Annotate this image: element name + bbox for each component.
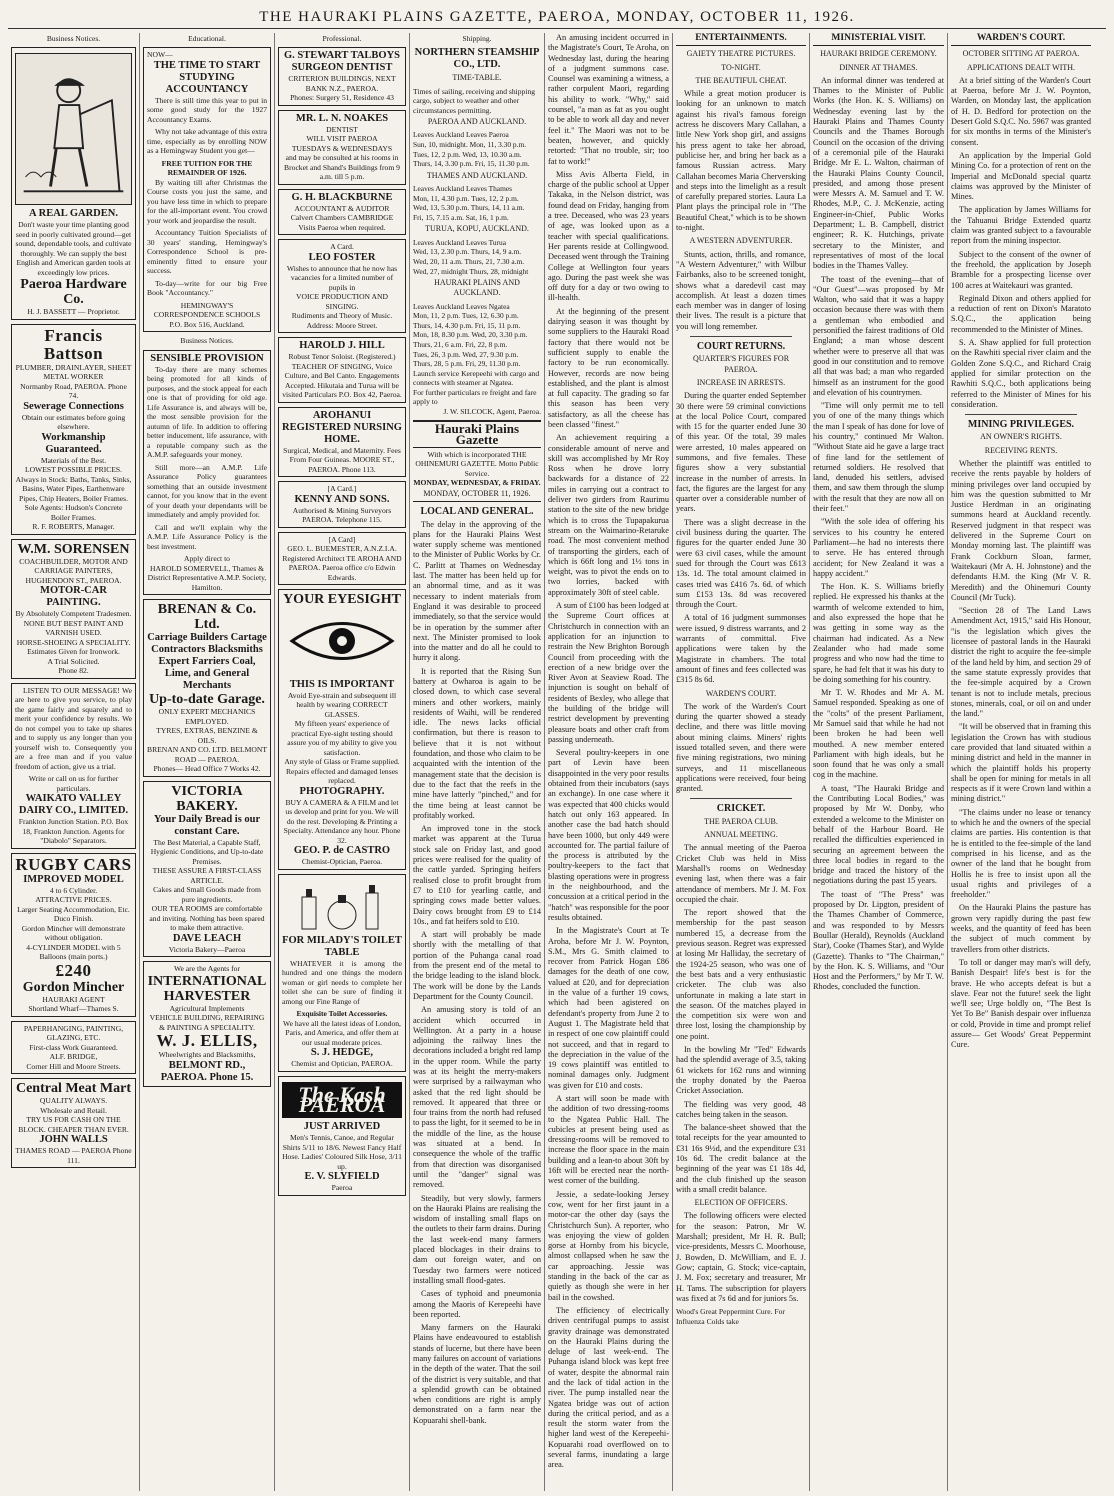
attractive-prices: ATTRACTIVE PRICES. bbox=[35, 895, 112, 905]
owners-rights: AN OWNER'S RIGHTS. bbox=[980, 432, 1062, 442]
hardware-prop: H. J. BASSETT — Proprietor. bbox=[27, 307, 120, 317]
article-paragraph: "The claims under no lease or tenancy to which he and the owners of the special claims are parties. His contention is that he is entitled to the fee-simple of the land comprised in his license, and as the owner of the land that he bought from Hollis he is free to insist upon all the usual rights and privileges of a freeholder." bbox=[951, 807, 1091, 900]
western: A WESTERN ADVENTURER. bbox=[689, 236, 793, 246]
photography: PHOTOGRAPHY. bbox=[299, 785, 385, 797]
sorensen-ad bbox=[11, 539, 136, 679]
launch-service: Launch service Kerepeehi with cargo and connects with steamer at Ngatea. bbox=[413, 368, 540, 388]
leach-name: DAVE LEACH bbox=[172, 932, 242, 944]
ta-head: THAMES AND AUCKLAND. bbox=[426, 170, 528, 180]
article-paragraph: "Section 28 of The Land Laws Amendment Act, 1915," said His Honour, "is the legislation which gives the licensee of pastoral lands in the Hauraki district the right to acquire the fee-simple of the land held by him, and section 29 of the same statute expressly provides that the fee-simple acquired by a Crown tenant is not to include metals, precious stones, minerals, coal, or oil on and under the land." bbox=[951, 606, 1091, 719]
teacher: TEACHER OF SINGING, Voice Culture, and Bel Canto. Engagements Accepted. Hikutaia and Turua will be visited Particulars P.O. Box 42, Paeroa. bbox=[282, 361, 402, 400]
article-paragraph: At the beginning of the present dairying season it was thought by some suppliers to the Hauraki Road factory that there would not be sufficient supply to enable the factory to be run economically. However, records are now being established, and the plant is almost at full capacity. The grading so far this season has been very satisfactory, as all the cheese has been classed "finest." bbox=[548, 306, 669, 429]
arohanui-text: Surgical, Medical, and Maternity. Fees From Four Guineas. MOORE ST., PAEROA. Phone 113. bbox=[283, 445, 401, 474]
article-paragraph: An application by the Imperial Gold Mining Co. for a protection of rent on the Imperial and McDonald special quartz claims was approved by the Minister of Mines. bbox=[951, 150, 1091, 202]
article-paragraph: The toast of the evening—that of "Our Guest"—was proposed by Mr Walton, who said that it was a happy occasion because there was with them a gentleman who embodied and personified the fairest traditions of Old England; a man whose descent whether were to preserve all that was good in our constitution and to remove all that was bad; a man who regarded himself as an instrument for the good and elevation of his countrymen. bbox=[813, 274, 944, 397]
battson-address: Normanby Road, PAEROA. Phone 74. bbox=[20, 381, 127, 401]
harvester: INTERNATIONAL HARVESTER bbox=[147, 973, 267, 1004]
hedge-name: S. J. HEDGE, bbox=[310, 1047, 374, 1059]
timetable-row: Thurs, 28, 5 p.m. Fri, 29, 11.30 p.m. bbox=[413, 359, 521, 369]
column-educational bbox=[140, 33, 275, 1491]
brenan-ad bbox=[143, 599, 271, 777]
article-paragraph: A start will soon be made with the addition of two dressing-rooms to the Ngatea Public Hall. The cubicles at present being used as dressing-rooms will be removed to increase the floor space in the main building and a lean-to about 30ft by 16ft will be erected near the north-west corner of the building. bbox=[548, 1093, 669, 1186]
battson-ad bbox=[11, 324, 136, 535]
hemingway-ad bbox=[143, 47, 271, 332]
column-shipping-local bbox=[410, 33, 545, 1491]
article-paragraph: The toast of "The Press" was proposed by Dr. Lipgton, president of the Thames Chamber of Commerce, and was responded to by Messrs Boullar (Herald), Reynolds (Auckland Star), Cooke (Thames Star), and Wylde (Gazette). Thanks to "The Chairman," by the Hon. K. S. Williams, and "Our Host and the Performers," by Mr T. W. Rhodes, concluded the function. bbox=[813, 889, 944, 992]
tea-rooms: OUR TEA ROOMS are comfortable and inviting. Nothing has been spared to make them attractive. bbox=[149, 904, 265, 933]
bakery-ad bbox=[143, 781, 271, 958]
best-material: The Best Material, a Capable Staff, Hygienic Conditions, and Up-to-date Premises. bbox=[150, 837, 264, 866]
dinner: DINNER AT THAMES. bbox=[839, 62, 918, 72]
timetable-row: Leaves Auckland Leaves Turua bbox=[413, 237, 506, 247]
hp-head: HAURAKI PLAINS AND AUCKLAND. bbox=[434, 278, 520, 298]
trial: A Trial Solicited. bbox=[47, 656, 100, 666]
sailing: Times of sailing, receiving and shipping cargo, subject to weather and other circumstances permitting. bbox=[413, 86, 536, 115]
consulted: and may be consulted at his rooms in Brocket and Shand's Buildings from 9 a.m. till 5 p.m. bbox=[284, 153, 400, 182]
arohanui-name: AROHANUI REGISTERED NURSING HOME. bbox=[282, 409, 402, 445]
frankton: Frankton Junction Station. P.O. Box 18, Frankton Junction. Agents for "Diabolo" Separators. bbox=[18, 817, 129, 846]
column-ministerial bbox=[810, 33, 948, 1491]
rugby-cars: RUGBY CARS bbox=[15, 854, 132, 874]
silcock: J. W. SILCOCK, Agent, Paeroa. bbox=[443, 406, 541, 416]
pa-head: PAEROA AND AUCKLAND. bbox=[427, 117, 527, 127]
brenan-name: BRENAN & Co. Ltd. bbox=[157, 602, 257, 633]
issue-date: MONDAY, OCTOBER 11, 1926. bbox=[413, 488, 541, 502]
column-professional bbox=[275, 33, 410, 1491]
whatever: WHATEVER it is among the hundred and one things the modern woman or girl needs to complete her toilet she can be sure of finding it among our Fine Range of bbox=[282, 958, 402, 1006]
apply: Apply direct to bbox=[184, 554, 230, 564]
talboys-card bbox=[278, 47, 406, 106]
column-wardens-court bbox=[948, 33, 1094, 1491]
article-paragraph: In the bowling Mr "Ted" Edwards had the splendid average of 3.5, taking 61 wickets for 162 runs and winning the trophy donated by the Paeroa Cricket Association. bbox=[676, 1045, 806, 1096]
tenor: Robust Tenor Soloist. (Registered.) bbox=[288, 352, 396, 362]
column-business-notices bbox=[8, 33, 140, 1491]
timetable-row: Sun, 10, midnight. Mon, 11, 3.30 p.m. bbox=[413, 139, 527, 149]
meat-mart: Central Meat Mart bbox=[15, 1081, 132, 1097]
school-name: HEMINGWAY'S CORRESPONDENCE SCHOOLS P.O. Box 516, Auckland. bbox=[153, 300, 261, 329]
daily-bread: Your Daily Bread is our constant Care. bbox=[153, 813, 261, 837]
article-paragraph: The application by James Williams for the Tahuanui Bridge Extended quartz claim was granted subject to a favourable report from the mining inspector. bbox=[951, 205, 1091, 246]
section-label: Educational. bbox=[188, 34, 226, 43]
cheat: THE BEAUTIFUL CHEAT. bbox=[695, 75, 787, 85]
gazette-title: Hauraki Plains Gazette bbox=[413, 420, 541, 448]
bridge-ad bbox=[11, 1021, 136, 1075]
wardens-heading: WARDEN'S COURT. bbox=[951, 33, 1091, 46]
timetable: TIME-TABLE. bbox=[452, 73, 502, 83]
mining-heading: MINING PRIVILEGES. bbox=[967, 419, 1075, 431]
waikato-ad bbox=[11, 683, 136, 849]
firstclass: First-class Work Guaranteed. bbox=[29, 1042, 118, 1052]
timetable-row: Mon, 11, 2 p.m. Tues, 12, 6.30 p.m. bbox=[413, 311, 519, 321]
talboys-name: G. STEWART TALBOYS SURGEON DENTIST bbox=[283, 50, 401, 74]
article-paragraph: A total of 16 judgment summonses were issued, 9 distress warrants, and 2 warrants of committal. Five applications were taken by the Magistrate in chambers. The total amount of fines and fees collected was £315 8s 6d. bbox=[676, 613, 806, 685]
increase: INCREASE IN ARRESTS. bbox=[696, 377, 786, 387]
sewerage-text: Obtain our estimates before going elsewhere. bbox=[21, 412, 126, 432]
stock-list: Always in Stock: Baths, Tanks, Sinks, Basins, Water Pipes, Earthenware Pipes, Chip Heaters, Boiler Frames. bbox=[15, 474, 132, 503]
eye-icon bbox=[287, 610, 397, 672]
hedge-ad bbox=[278, 874, 406, 1072]
phone: Phone 82. bbox=[58, 666, 89, 676]
buemester-card-label: [A Card] bbox=[328, 534, 356, 544]
walls-name: JOHN WALLS bbox=[39, 1134, 108, 1146]
battson-name: Francis Battson bbox=[43, 325, 104, 363]
divider bbox=[690, 336, 792, 337]
article-paragraph: There was a slight decrease in the civil business during the quarter. The figures for the quarter ended June 30 were 63 civil cases, while the amount sued for through the Court was £613 13s. 1d. The total amount claimed in cases tried was £416 7s. 6d. of which sum £153 13s. 8d was recovered through the Court. bbox=[676, 517, 806, 610]
meat-ad bbox=[11, 1078, 136, 1168]
card-label: A Card. bbox=[330, 242, 354, 252]
exquisite: Exquisite Toilet Accessories. bbox=[296, 1009, 388, 1019]
article-paragraph: Whether the plaintiff was entitled to receive the rents payable by holders of mining privileges over land occupied by him was the question submitted to Mr Justice Herdman in an originating summons heard at Auckland recently. Reserved judgment in that respect was delivered in the Supreme Court on Monday morning last. The plaintiff was Frank Cockburn Sloan, farmer, Waitekauri (Mr A. H. Johnstone) and the defendants H.M. the King (Mr V. R. Meredith) and the Ohinemuri County Council (Mr Tuck). bbox=[951, 458, 1091, 602]
improved-model: IMPROVED MODEL bbox=[23, 873, 124, 885]
article-paragraph: During the quarter ended September 30 there were 59 criminal convictions at the local Police Court, compared with 15 for the quarter ended June 30 of this year. Of the total, 39 males were arrested, 10 males appeared on summons, and five females. These figures show a very substantial increase in the number of arrests. In fact, the figures are the largest for any quarter over a considerable number of years. bbox=[676, 391, 806, 514]
arohanui-card bbox=[278, 407, 406, 478]
article-paragraph: "Time will only permit me to tell you of one of the many things which the man I speak of has done for love of his country," continued Mr Walton. "Without State aid he gave a large tract of fine land for the settlement of returned soldiers. He resolved that land, denuded his settlers, advised them, and saw them through the slump with the result that they are now all on their feet." bbox=[813, 401, 944, 514]
mincher-demo: Gordon Mincher will demonstrate without obligation. bbox=[21, 923, 126, 943]
article-paragraph: Several poultry-keepers in one part of Levin have been disappointed in the very poor results obtained from their incubators (says an exchange). In one case where it was expected that 400 chicks would hatch out only 163 appeared. In another case the bad hatch should have been 1000, but only 449 were accounted for. The partial failure of the process is attributed by the poultry-keepers to the fact that blasting operations were in progress in the neighbourhood, and the concussion at a critical period in the "hatch" was responsible for the poor results obtained. bbox=[548, 748, 669, 922]
kenny-card-label: [A Card.] bbox=[327, 484, 357, 494]
kenny-card bbox=[278, 481, 406, 528]
mens-shirts: Men's Tennis, Canoe, and Regular Shirts 5/11 to 18/6. Newest Fancy Half Hose. Ladies' Coloured Silk Hose, 3/11 up. bbox=[282, 1133, 402, 1171]
timetable-row: Thurs, 21, 6 a.m. Fri, 22, 8 p.m. bbox=[413, 340, 508, 350]
further-particulars: For further particulars re freight and fare apply to bbox=[413, 387, 537, 407]
local-general-heading: LOCAL AND GENERAL. bbox=[420, 506, 534, 518]
visit: WILL VISIT PAEROA bbox=[306, 134, 378, 144]
hill-card bbox=[278, 337, 406, 403]
ellis-ad bbox=[143, 961, 271, 1087]
columns bbox=[8, 33, 1106, 1491]
ta-table bbox=[413, 184, 541, 222]
court-heading: COURT RETURNS. bbox=[696, 341, 786, 353]
important: THIS IS IMPORTANT bbox=[289, 678, 395, 690]
sensible-provision: SENSIBLE PROVISION bbox=[150, 352, 264, 364]
bakery-name: VICTORIA BAKERY. bbox=[171, 783, 243, 814]
article-paragraph: The following officers were elected for the season: Patron, Mr W. Marshall; president, Mr H. R. Bull; vice-presidents, Messrs C. Moorhouse, J. Bowden, D. McWilliam, and E. J. Gow; captain, G. Stock; vice-captain, J. M. Fox; secretary and treasurer, Mr H. Tams. The subscription for players was fixed at 7s 6d and for juniors 5s. bbox=[676, 1211, 806, 1303]
article-paragraph: Jessie, a sedate-looking Jersey cow, went for her first jaunt in a motor-car the other day (says the Christchurch Sun). A reporter, who was enjoying the view of golden gorse at Hornby from his bicycle, almost collapsed when he saw the car approaching. Jessie was standing in the back of the car as quietly as though she were in her bail in the cowshed. bbox=[548, 1189, 669, 1302]
timetable-row: Thurs, 14, 4.30 p.m. Fri, 15, 11 p.m. bbox=[413, 320, 521, 330]
timetable-row: Wed, 20, 11 a.m. Thurs, 21, 7.30 a.m. bbox=[413, 256, 525, 266]
masthead: THE HAURAKI PLAINS GAZETTE, PAEROA, MONDAY, OCTOBER 11, 1926. bbox=[8, 6, 1106, 29]
buemester-text: GEO. L. BUEMESTER, A.N.Z.I.A. Registered Architect TE AROHA AND PAEROA. Paeroa office c/o Edwin Edwards. bbox=[282, 544, 402, 582]
buemester-card bbox=[278, 532, 406, 586]
foster-card bbox=[278, 239, 406, 333]
amp-ad bbox=[143, 350, 271, 596]
article-paragraph: Steadily, but very slowly, farmers on the Hauraki Plains are realising the wisdom of installing small flaps on the outlets to their farm drains. During the last week-end many farmers placed blockages in their drains to dam out foreign water, and on Tuesday two farmers were noticed installing small flood-gates. bbox=[413, 1193, 541, 1285]
foster-name: LEO FOSTER bbox=[308, 251, 376, 263]
kenny-sub: Authorised & Mining Surveyors PAEROA. Telephone 115. bbox=[292, 505, 392, 525]
amp-p8: Call and we'll explain why the A.M.P. Life Assurance Policy is the best investment. bbox=[147, 522, 267, 551]
cakes: Cakes and Small Goods made from pure ingredients. bbox=[153, 885, 261, 904]
published: MONDAY, WEDNESDAY, & FRIDAY. bbox=[413, 478, 541, 488]
incorporated: With which is incorporated THE OHINEMURI GAZETTE. Motto Public Service. bbox=[415, 449, 539, 478]
timetable-row: Thurs, 14, 3.30 p.m. Fri, 15, 11.30 p.m. bbox=[413, 159, 530, 169]
repairs: Repairs effected and damaged lenses replaced. bbox=[285, 766, 399, 786]
divider bbox=[965, 414, 1077, 415]
hill-name: HAROLD J. HILL bbox=[299, 340, 385, 352]
lowest-prices: LOWEST POSSIBLE PRICES. bbox=[24, 465, 123, 475]
cricket-heading: CRICKET. bbox=[716, 803, 766, 815]
timetable-row: Fri, 15, 7.15 a.m. Sat, 16, 1 p.m. bbox=[413, 212, 509, 222]
alf-bridge: ALF. BRIDGE, bbox=[49, 1052, 98, 1062]
foster-text: Wishes to announce that he now has vacancies for a limited number of pupils in bbox=[286, 263, 398, 292]
sorensen-name: W.M. SORENSEN bbox=[17, 541, 130, 557]
gardener-icon bbox=[16, 54, 131, 204]
article-paragraph: The delay in the approving of the plans for the Hauraki Plains West water supply scheme was mentioned to the Minister of Public Works by Cr. C. Parlitt at Thames on Wednesday last. The matter has been held up for an abnormal time, and as it was necessary to indent materials from England it was desirable to proceed immediately, so that the service would be in operation by the summer after next. The Minister promised to look into the matter and do all he could to hurry it along. bbox=[413, 519, 541, 663]
pa-table bbox=[413, 130, 541, 168]
article-paragraph: An informal dinner was tendered at Thames to the Minister of Public Works (the Hon. K. S. Williams) on Wednesday evening last by the Hauraki Plains and Thames County Councils and the Thames Borough Council on the occasion of the driving of a ceremonial pile of the Hauraki Bridge. Mr E. L. Walton, chairman of the Hauraki Plains County Council, presided, and among those present were Messrs A. M. Samuel and T. W. Rhodes, M.P., C. J. McKenzie, acting Engineer-in-Chief, Public Works Department; L. B. Campbell, district engineer; R. K. Hutchings, private secretary to the Minister, and representatives of most of the local bodies in the Thames Valley. bbox=[813, 75, 944, 271]
foster-address: Address: Moore Street. bbox=[306, 320, 378, 330]
column-local-news bbox=[545, 33, 673, 1491]
eyestrain: Avoid Eye-strain and subsequent ill health by wearing CORRECT GLASSES. bbox=[287, 690, 397, 719]
hemingway-p4: Accountancy Tuition Specialists of 30 years' standing, Hemingway's Correspondence School is pre-eminently fitted to ensure your success. bbox=[147, 228, 267, 276]
article-paragraph: An improved tone in the stock market was apparent at the Turua stock sale on Friday last, and good prices were realised for the quality of the cattle yarded. Springing heifers realised close to profit brought from £7 to £10 for yearling cattle, and springing cows made better values. Dairy cows brought from £9 to £14 10s., and fat heifers sold to £10. bbox=[413, 824, 541, 926]
larger-seating: Larger Seating Accommodation, Etc. Duco Finish. bbox=[17, 904, 130, 924]
article-paragraph: The annual meeting of the Paeroa Cricket Club was held in Miss Marshall's rooms on Wednesday evening last, when there was a fair attendance of members. Mr J. M. Fox occupied the chair. bbox=[676, 843, 806, 904]
article-paragraph: Reginald Dixon and others applied for a reduction of rent on Dixon's Maratoto S.Q.C., the application being recommended to the Minister of Mines. bbox=[951, 293, 1091, 334]
ministerial-heading: MINISTERIAL VISIT. bbox=[813, 33, 944, 46]
hemingway-p2: Why not take advantage of this extra time, especially as by enrolling NOW as a Hemingway Student you get— bbox=[147, 127, 267, 156]
battson-trade: PLUMBER, DRAINLAYER, SHEET METAL WORKER bbox=[15, 362, 132, 382]
waikato-name: WAIKATO VALLEY DAIRY CO., LIMITED. bbox=[18, 793, 129, 817]
tyres: TYRES, EXTRAS, BENZINE & OILS. bbox=[156, 726, 258, 745]
price: £240 bbox=[55, 960, 92, 980]
article-paragraph: In the Magistrate's Court at Te Aroha, before Mr J. W. Poynton, S.M., Mrs G. Smith claimed to recover from Patrick Hogan £86 damages for the death of one cow, valued at £20, and for depreciation in the value of a further 19 cows, which had been agistered on defendant's property from June 2 to August 1. The Magistrate held that in respect of one cow plaintiff could not succeed, and that in regard to the depreciation in the value of the 19 cows plaintiff was entitled to nominal damages only. Judgment was given for £10 and costs. bbox=[548, 926, 669, 1090]
article-paragraph: An amusing incident occurred in the Magistrate's Court, Te Aroha, on Wednesday last, during the hearing of a judgment summons case. Counsel was examining a witness, a rather corpulent Maori, regarding his ability to work. "Why," said counsel, "a man as fat as you ought to be able to work all day and never feel it." The Maori was not to be beaten, however, and quickly retorted: "That no trouble, sir; too fat to work!" bbox=[548, 33, 669, 166]
blackburne-name: G. H. BLACKBURNE bbox=[291, 191, 393, 203]
article-paragraph: At a brief sitting of the Warden's Court at Paeroa, before Mr J. W. Poynton, Warden, on Monday last, the application of H. D. Bedford for protection on the Desert Gold S.Q.C. No. 5967 was granted for six months in terms of the Minister's consent. bbox=[951, 75, 1091, 147]
noakes-card bbox=[278, 110, 406, 185]
article-paragraph: An achievement requiring a considerable amount of nerve and skill was accomplished by Mr Roy Ross when he drove lorry backwards for a distance of 22 miles in carrying out a contract to deliver two girders from Raurimu station to the site of the new bridge which is to cross the Tupapakurua stream on the Waimarino-Retaruke road. The most convenient method of transporting the girders, each of which is 66ft long and 1½ tons in weight, was to pivot the ends on to two lorries, backed with approximately 30ft of steel cable. bbox=[548, 433, 669, 597]
garden-text: Don't waste your time planting good seed in poorly cultivated ground—get sound, dependable tools, and cultivate thoroughly. We can supply the best English and American garden tools at exceedingly low prices. bbox=[15, 220, 132, 277]
walls-address: THAMES ROAD — PAEROA Phone 111. bbox=[15, 1146, 132, 1165]
ironwork: Estimates Given for Ironwork. bbox=[27, 647, 120, 657]
column-entertainments bbox=[673, 33, 810, 1491]
hemingway-p3: By waiting till after Christmas the Course costs you just the same, and you have less time in which to prepare for the all-important event. You crowd your work and jeopardise the result. bbox=[147, 177, 267, 225]
club: THE PAEROA CLUB. bbox=[704, 816, 778, 826]
garden-illustration bbox=[15, 53, 132, 205]
noakes-name: MR. L. N. NOAKES bbox=[295, 112, 389, 124]
article-paragraph: "With the sole idea of offering his services to his country he entered Parliament—he had no interests there to serve. He has entered through accident; for New Zealand it was a happy accident." bbox=[813, 517, 944, 578]
calvert: Calvert Chambers CAMBRIDGE Visits Paeroa when required. bbox=[290, 213, 394, 232]
hemingway-p1: There is still time this year to put in some good study for the 1927 Accountancy Exams. bbox=[147, 95, 267, 124]
article-paragraph: S. A. Shaw applied for full protection on the Rawhiti special river claim and the Golden Zone S.Q.C., and Richard Craig applied for similar protection on the Rawhiti S.Q.C., both applications being referred to the Minister of Mines for his consideration. bbox=[951, 338, 1091, 409]
implements: Agricultural Implements bbox=[169, 1003, 245, 1013]
article-paragraph: A start will probably be made shortly with the metalling of that portion of the Puhanga canal road from the present end of the metal to the bridge leading to the island block. The work will be done by the Lands Department for the County Council. bbox=[413, 930, 541, 1001]
ellis-address: BELMONT RD., PAEROA. Phone 15. bbox=[160, 1059, 254, 1083]
timetable-row: Leaves Auckland Leaves Thames bbox=[413, 184, 512, 194]
article-paragraph: Cases of typhoid and pneumonia among the Maoris of Kerepeehi have been reported. bbox=[413, 1289, 541, 1319]
hardware-ad bbox=[11, 47, 136, 320]
article-paragraph: "It will be observed that in framing this legislation the Crown has with studious care provided that land situated within a mining district and held in the manner in which the plaintiff holds his property shall be open for mining for metals in all respects as if it were Crown land within a mining district." bbox=[951, 722, 1091, 804]
mechanics: ONLY EXPERT MECHANICS EMPLOYED. bbox=[158, 707, 256, 726]
milady: FOR MILADY'S TOILET TABLE bbox=[282, 934, 402, 958]
amp-p6: To-day there are many schemes being promoted for all kinds of purposes, and the stock appeal for each one is that of providing for old age. Life Assurance is, and always will be, the most sensible provision for the autumn of life. In addition to offering better inducement, life assurance, with a reputable company such as the A.M.P. safeguards your money. bbox=[147, 364, 267, 460]
castro-sub: Chemist-Optician, Paeroa. bbox=[301, 857, 383, 867]
election: ELECTION OF OFFICERS. bbox=[694, 1198, 788, 1208]
free-tuition: FREE TUITION FOR THE REMAINDER OF 1926. bbox=[161, 158, 253, 178]
castro-name: GEO. P. de CASTRO bbox=[293, 845, 391, 857]
talboys-phones: Phones: Surgery 51, Residence 43 bbox=[290, 93, 394, 103]
tk-head: TURUA, KOPU, AUCKLAND. bbox=[425, 224, 529, 234]
article-paragraph: The fielding was very good, 48 catches being taken in the season. bbox=[676, 1099, 806, 1119]
competent: By Absolutely Competent Tradesmen. bbox=[15, 609, 132, 619]
fifteen-years: My fifteen years' experience of practical Eye-sight testing should assure you of my ability to give you satisfaction. bbox=[287, 719, 397, 757]
article-paragraph: Miss Avis Alberta Field, in charge of the public school at Upper Takaka, in the Nelson district, was found dead on Friday, hanging from a tree. Deceased, who was 23 years of age, was looked upon as a teacher with special qualifications. Her parents reside at Collingwood. Deceased went through the Training College at Wellington four years ago. During the past week she was off duty for a day or two owing to ill-health. bbox=[548, 169, 669, 303]
brenan-list: Carriage Builders Cartage Contractors Blacksmiths Expert Farriers Coal, Lime, and General Merchants bbox=[147, 632, 267, 692]
eyesight-heading: YOUR EYESIGHT bbox=[283, 592, 401, 608]
somervell: HAROLD SOMERVELL, Thames & District Representative A.M.P. Society, Hamilton. bbox=[147, 563, 267, 592]
garden-title: A REAL GARDEN. bbox=[29, 208, 118, 220]
hemingway-p5: To-day—write for our big Free Book "Accountancy." bbox=[147, 278, 267, 298]
timetable-row: Wed, 13, 2.30 p.m. Thurs, 14, 9 a.m. bbox=[413, 247, 522, 257]
ellis-name: W. J. ELLIS, bbox=[156, 1031, 258, 1051]
article-paragraph: The Hon. K. S. Williams briefly replied. He expressed his thanks at the warmth of welcome extended to him, and also expressed the hope that he was getting in some way as the chairman had indicated. As a New Zealander who had made some progress and who now had the time to spare, he had felt that it was his duty to be doing something for his country. bbox=[813, 582, 944, 684]
timetable-row: Tues, 12, 2 p.m. Wed, 13, 10.30 a.m. bbox=[413, 149, 522, 159]
hedge-sub: Chemist and Optician, PAEROA. bbox=[291, 1059, 393, 1069]
kenny-name: KENNY AND SONS. bbox=[294, 493, 390, 505]
timetable-row: Mon, 18, 8.30 p.m. Wed, 20, 3.30 p.m. bbox=[413, 330, 528, 340]
article-paragraph: The work of the Warden's Court during the quarter showed a steady decline, and there was little moving about mining claims. Miners' rights issued totalled seven, and there were five mining registrations, two mining surveys, and 11 miscellaneous applications were received, four being granted. bbox=[676, 701, 806, 794]
section-label: Business Notices. bbox=[46, 34, 101, 43]
rudiments: Rudiments and Theory of Music. bbox=[291, 311, 393, 321]
article-paragraph: Subject to the consent of the owner of the freehold, the application by Joseph Bramble for a prospecting license over 100 acres at Waitekauri was granted. bbox=[951, 249, 1091, 290]
article-paragraph: Mr T. W. Rhodes and Mr A. M. Samuel responded. Speaking as one of the "colts" of the present Parliament, Mr Samuel said that while he had not been broken he had been well mouthed. A new member entered Parliament with high ideals, but he soon found that he was only a small cog in the machine. bbox=[813, 688, 944, 780]
voice: VOICE PRODUCTION AND SINGING. bbox=[296, 292, 388, 311]
wharf: Shortland Wharf—Thames S. bbox=[28, 1004, 119, 1014]
receiving-rents: RECEIVING RENTS. bbox=[984, 445, 1058, 455]
october-sitting: OCTOBER SITTING AT PAEROA. bbox=[962, 49, 1080, 59]
days: TUESDAYS & WEDNESDAYS bbox=[291, 143, 393, 153]
assure: THESE ASSURE A FIRST-CLASS ARTICLE. bbox=[152, 866, 262, 885]
materials: Materials of the Best. bbox=[40, 455, 107, 465]
hauraki-agent: HAURAKI AGENT bbox=[42, 994, 105, 1004]
brenan-address: BRENAN AND CO. LTD. BELMONT ROAD — PAEROA. bbox=[147, 745, 267, 764]
slyfield-sub: Paeroa bbox=[331, 1183, 353, 1193]
cylinder: 4 to 6 Cylinder. bbox=[49, 885, 98, 895]
listen-text: LISTEN TO OUR MESSAGE! We are here to give you service, to play the game fairly and squarely and to merit your confidence by results. We do not compel you to take up shares and to supply us any longer than you yourself wish to. Consequently you are a free man and if you value freedom of action, give us a trial. bbox=[15, 685, 132, 771]
divider bbox=[690, 798, 792, 799]
footer-ad: Wood's Great Peppermint Cure. For Influenza Colds take bbox=[676, 1307, 785, 1327]
article-paragraph: An amusing story is told of an accident which occurred in Wellington. At a party in a house adjoining the railway lines the decorations included a bright red lamp in the upper room. While the party was at its height the merry-makers were surprised by a railwayman who asked that the red light should be removed. It appeared that three or four trains from the north had refused to pass the light, for it seemed to be in the middle of the line, as the house was situated at a bend. In consequence the whole of the traffic from that direction was disorganised until the "danger" signal was removed. bbox=[413, 1005, 541, 1190]
sole-agents: Sole Agents: Hudson's Concrete Boiler Frames. bbox=[24, 503, 123, 522]
mincher-name: Gordon Mincher bbox=[22, 979, 125, 995]
timetable-row: Wed, 13, 5.30 p.m. Thurs, 14, 11 a.m. bbox=[413, 203, 525, 213]
blackburne-card bbox=[278, 189, 406, 236]
article-paragraph: The balance-sheet showed that the total receipts for the year amounted to £31 16s 9½d, and the expenditure £31 10s 6d. The credit balance at the beginning of the year was £1 18s 4d, and the club finished up the season with a small credit balance. bbox=[676, 1123, 806, 1194]
article-paragraph: While a great motion producer is looking for an unknown to match against his rival's famous foreign actress he discovers Mary Callahan, a little New York shop girl, and assigns his press agent to take her abroad, publicise her, and bring her back as a famous Russian actress. Mary Callahan becomes Maria Cherversking and steps into the limelight as a result of carefully prepared stories. Laura La Plant plays the principal role in "The Beautiful Cheat," which is to be shown to-night. bbox=[676, 89, 806, 233]
wholesale: Wholesale and Retail. bbox=[40, 1105, 107, 1115]
section-label-2: Business Notices. bbox=[180, 336, 234, 346]
tonight: TO-NIGHT. bbox=[721, 62, 761, 72]
camera: BUY A CAMERA & A FILM and let us develop and print for you. We will do the rest. Developing & Printing a Specialty. Attendance any hour. Phone 32. bbox=[283, 797, 401, 845]
cash-block: TRY US FOR CASH ON THE BLOCK. CHEAPER THAN EVER. bbox=[18, 1115, 129, 1134]
timetable-row: Tues, 26, 3 p.m. Wed, 27, 9.30 p.m. bbox=[413, 349, 519, 359]
accountant: ACCOUNTANT & AUDITOR bbox=[294, 203, 390, 213]
horseshoe: HORSE-SHOEING A SPECIALITY. bbox=[16, 637, 131, 647]
castro-ad bbox=[278, 589, 406, 869]
just-arrived: JUST ARRIVED bbox=[303, 1121, 381, 1133]
section-label: Professional. bbox=[322, 34, 362, 43]
toilet-bottles-icon bbox=[292, 877, 392, 932]
article-paragraph: A toast, "The Hauraki Bridge and the Contributing Local Bodies," was proposed by Mr W. Donby, who extended a welcome to the Minister on behalf of the Harbour Board. He recalled the difficulties experienced in securing an agreement between the three local bodies in regard to the bridge and traced the history of the negotiations during the past 15 years. bbox=[813, 783, 944, 886]
article-paragraph: On the Hauraki Plains the pasture has grown very rapidly during the past few weeks, and the quantity of feed has been the subject of much comment by travellers from other districts. bbox=[951, 903, 1091, 954]
article-paragraph: Many farmers on the Hauraki Plains have endeavoured to establish stands of lucerne, but there have been many failures on account of variations in the depth of the water. That the soil of the district is very suitable, and that a splendid growth can be obtained when conditions are right is amply demonstrated on a farm near the Kopuarahi shell-bank. bbox=[413, 1323, 541, 1425]
northern-steamship: NORTHERN STEAMSHIP CO., LTD. bbox=[414, 47, 540, 71]
time-heading: THE TIME TO START STUDYING ACCOUNTANCY bbox=[153, 59, 261, 95]
timetable-row: Wed, 27, midnight Thurs, 28, midnight bbox=[413, 266, 529, 276]
paperhanging: PAPERHANGING, PAINTING, GLAZING, ETC. bbox=[23, 1023, 124, 1043]
motorcar-painting: MOTOR-CAR PAINTING. bbox=[40, 585, 107, 609]
rugby-ad bbox=[11, 853, 136, 1017]
glass: Any style of Glass or Frame supplied. bbox=[284, 757, 400, 767]
varnish: NONE BUT BEST PAINT AND VARNISH USED. bbox=[23, 618, 124, 638]
ellis-sub: Wheelwrights and Blacksmiths, bbox=[158, 1050, 256, 1060]
hp-table bbox=[413, 302, 541, 369]
hardware-name: Paeroa Hardware Co. bbox=[20, 277, 127, 308]
manager: R. F. ROBERTS, Manager. bbox=[32, 522, 115, 532]
section-label: Shipping. bbox=[462, 34, 492, 43]
quarter: QUARTER'S FIGURES FOR PAEROA. bbox=[692, 354, 790, 374]
latest: We have all the latest ideas of London, Paris, and America, and offer them at our usual moderate prices. bbox=[283, 1018, 401, 1047]
amp-p7: Still more—an A.M.P. Life Assurance Policy guarantees something that an outside investment cannot, for you know that in the event of your death your dependants will be immediately and amply provided for. bbox=[147, 462, 267, 520]
brenan-phones: Phones— Head Office 7 Works 42. bbox=[153, 764, 261, 774]
article-paragraph: A sum of £100 has been lodged at the Supreme Court offices at Christchurch in connection with an application for an injunction to restrain the New Brighton Borough Council from proceeding with the erection of a new bridge over the River Avon at Seaview Road. The injunction is sought on behalf of residents of Bexley, who allege that the building of the bridge will restrict development by preventing pleasure boats and other craft from passing underneath. bbox=[548, 601, 669, 744]
tk-table bbox=[413, 238, 541, 276]
corner: Corner Hill and Moore Streets. bbox=[26, 1061, 121, 1071]
timetable-row: Leaves Auckland Leaves Paeroa bbox=[413, 130, 509, 140]
timetable-row: Leaves Auckland Leaves Ngatea bbox=[413, 301, 510, 311]
slyfield-name: E. V. SLYFIELD bbox=[304, 1171, 380, 1183]
dentist: DENTIST bbox=[326, 124, 358, 134]
sorensen-trade: COACHBUILDER, MOTOR AND CARRIAGE PAINTERS, HUGHENDON ST., PAEROA. bbox=[19, 556, 128, 585]
sewerage-heading: Sewerage Connections bbox=[23, 400, 124, 412]
article-paragraph: It is reported that the Rising Sun battery at Owharoa is again to be closed down, to which case several miners and other workers, mainly residents of Waihi, will be rendered idle. The news lacks official confirmation, but there is reason to believe that it is not without foundation, and those who claim to be acquainted with the intention of the management state that the decision is due to the fact that the reefs in the mine have latterly "pinched," and for the time being at least cannot be profitably worked. bbox=[413, 666, 541, 820]
garage: Up-to-date Garage. bbox=[149, 692, 265, 708]
model-4: 4-CYLINDER MODEL with 5 Balloons (main ports.) bbox=[26, 942, 121, 962]
wardens: WARDEN'S COURT. bbox=[705, 688, 777, 698]
kash-logo: The Kash PAEROA bbox=[282, 1082, 402, 1119]
annual: ANNUAL MEETING. bbox=[704, 830, 778, 840]
article-paragraph: To toll or danger may man's will defy, Banish Despair! life's best is for the brave. He who accepts defeat is but a slave. Fear not the future! seek the light we'll see; Urge boldly on, "The Best Is Yet To Be" Banish despair over influenza or cold, Provide in time and prompt relief assure— Get Woods' Great Peppermint Cure. bbox=[951, 957, 1091, 1050]
applications: APPLICATIONS DEALT WITH. bbox=[966, 62, 1076, 72]
bridge-ceremony: HAURAKI BRIDGE CEREMONY. bbox=[820, 49, 937, 59]
criterion: CRITERION BUILDINGS, NEXT BANK N.Z., PAEROA. bbox=[288, 74, 396, 93]
workmanship: Workmanship Guaranteed. bbox=[41, 431, 106, 455]
write-text: Write or call on us for further particulars. bbox=[28, 774, 119, 793]
now: NOW— bbox=[147, 50, 173, 60]
entertainments-heading: ENTERTAINMENTS. bbox=[676, 33, 806, 46]
kash-ad bbox=[278, 1076, 406, 1196]
article-paragraph: The report showed that the membership for the past season numbered 15, a decrease from the previous season. Regret was expressed at losing Mr Halliday, the secretary of the 1924-25 season, who was one of the best bats and a very enthusiastic cricketer. The club was also unfortunate in making a late start in the season. Of the matches played in the competition six were won and three lost, losing the championship by one point. bbox=[676, 908, 806, 1041]
vehicle-building: VEHICLE BUILDING, REPAIRING & PAINTING A SPECIALITY. bbox=[149, 1013, 265, 1032]
quality: QUALITY ALWAYS. bbox=[39, 1096, 108, 1106]
agents-for: We are the Agents for bbox=[173, 964, 241, 974]
timetable-row: Mon, 11, 4.30 p.m. Tues, 12, 2 p.m. bbox=[413, 193, 519, 203]
article-paragraph: The efficiency of electrically driven centrifugal pumps to assist gravity drainage was demonstrated on the Hauraki Plains during the deluge of last week-end. The Puhanga island block was kept free of water, despite the abnormal rain and the lack of tidal action in the river. The pump installed near the Ngatea bridge was out of action during the critical period, and as a result the storm water from the higher land west of the Kerepeehi-Kopuarahi road overflowed on to several farms, inundating a large area. bbox=[548, 1305, 669, 1470]
gaiety: GAIETY THEATRE PICTURES. bbox=[686, 49, 796, 59]
leach-sub: Victoria Bakery—Paeroa bbox=[168, 944, 246, 954]
article-paragraph: Stunts, action, thrills, and romance, "A Western Adventurer," with Wilbur Fairbanks, also to be screened tonight, shows what a daredevil cast may accomplish. At least a dozen times each member was in danger of losing their lives. The result is a picture that you will long remember. bbox=[676, 249, 806, 331]
